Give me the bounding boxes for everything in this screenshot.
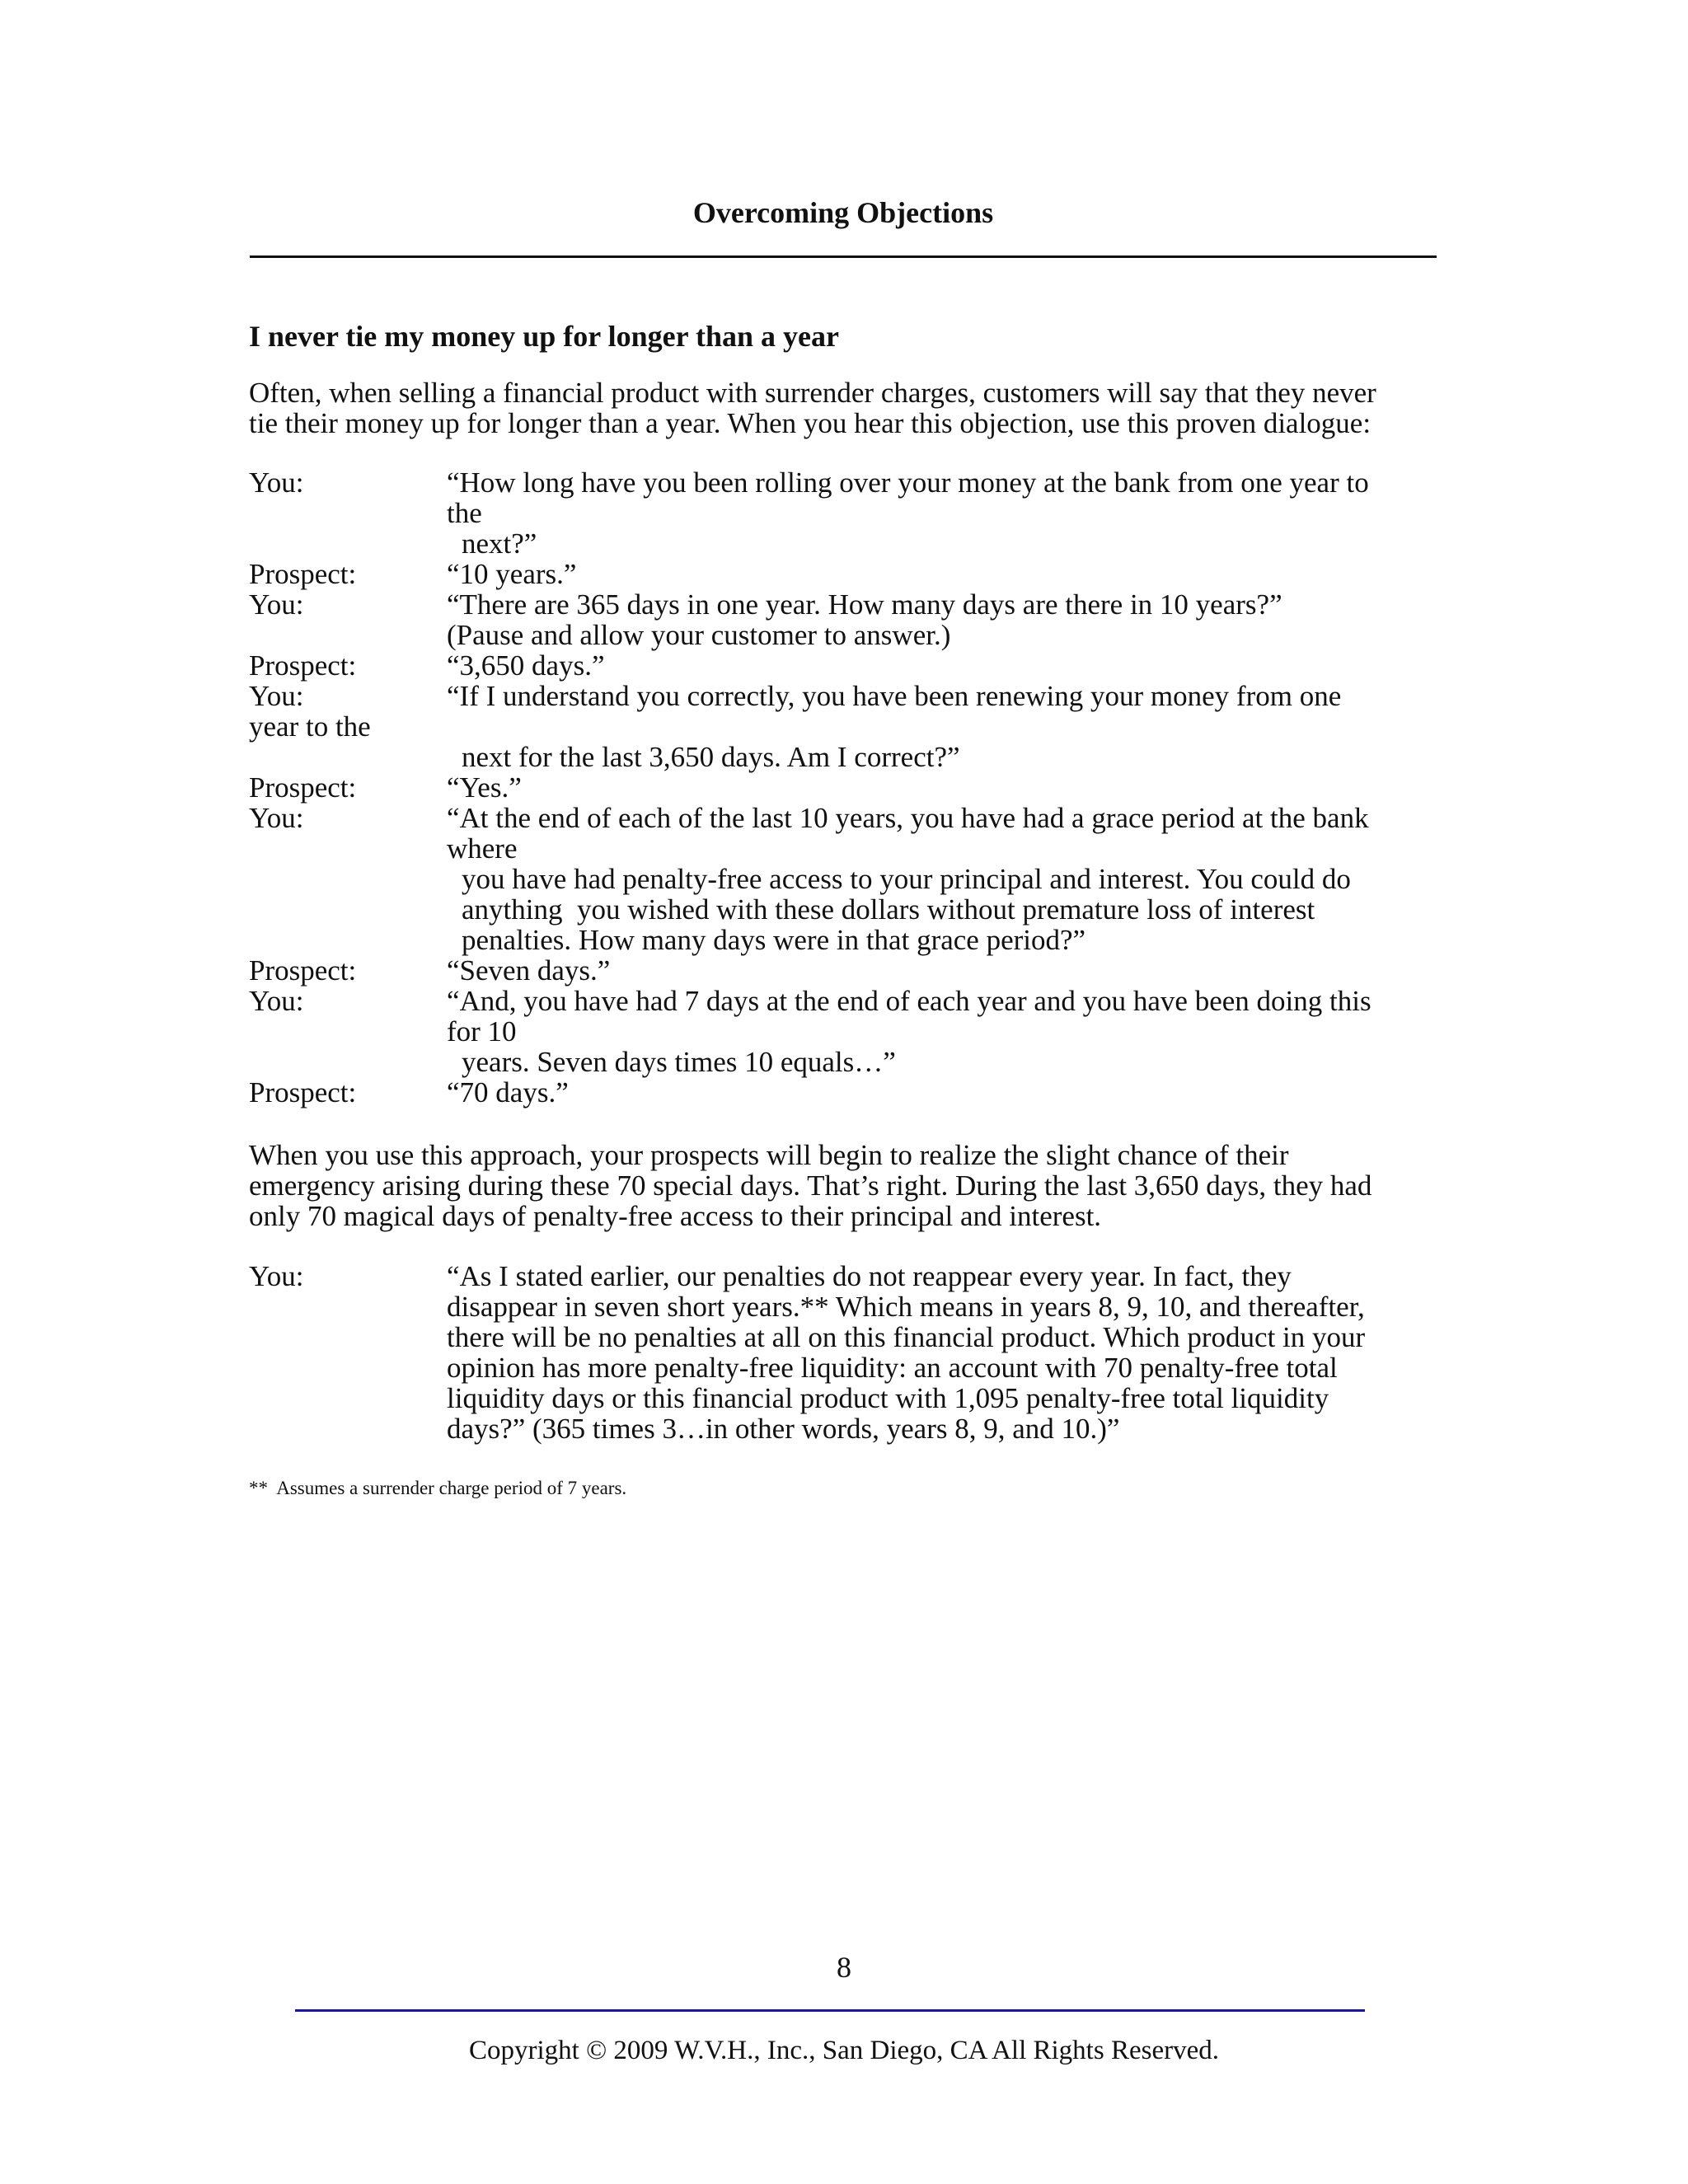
dialogue-line <box>249 1413 1469 1444</box>
dialogue-line <box>249 650 1469 681</box>
dialogue-text: “There are 365 days in one year. How many days are there in 10 years?” <box>447 588 1282 621</box>
dialogue-line <box>249 1322 1469 1352</box>
dialogue-text: days?” (365 times 3…in other words, years 8, 9, and 10.)” <box>447 1413 1120 1445</box>
intro-paragraph <box>249 377 1452 438</box>
summary-line: emergency arising during these 70 special days. That’s right. During the last 3,650 days, they had <box>249 1169 1372 1202</box>
dialogue-line <box>249 772 1469 803</box>
speaker-label: year to the <box>249 710 371 743</box>
dialogue-text: “Yes.” <box>447 771 522 804</box>
dialogue-line <box>249 620 1469 650</box>
dialogue-text: “How long have you been rolling over your money at the bank from one year to <box>447 466 1369 499</box>
speaker-label: Prospect: <box>249 649 357 682</box>
dialogue-line <box>249 955 1469 986</box>
speaker-label: Prospect: <box>249 771 357 804</box>
dialogue-line <box>249 986 1469 1016</box>
summary-paragraph <box>249 1140 1452 1231</box>
dialogue-line <box>249 1352 1469 1383</box>
dialogue-text: next?” <box>462 527 537 560</box>
summary-line: When you use this approach, your prospects will begin to realize the slight chance of their <box>249 1139 1289 1171</box>
dialogue-line <box>249 589 1469 620</box>
speaker-label: You: <box>249 588 304 621</box>
dialogue-line <box>249 711 1469 742</box>
dialogue-line <box>249 528 1469 559</box>
dialogue-line <box>249 1261 1469 1291</box>
dialogue-text: “As I stated earlier, our penalties do not reappear every year. In fact, they <box>447 1260 1292 1292</box>
page-header-title: Overcoming Objections <box>692 196 994 229</box>
dialogue-text: “And, you have had 7 days at the end of each year and you have been doing this <box>447 985 1372 1017</box>
closing-dialogue <box>249 1261 1469 1444</box>
footnote: ** Assumes a surrender charge period of 7 years. <box>249 1478 627 1498</box>
speaker-label: You: <box>249 802 304 834</box>
dialogue-line <box>249 1047 1469 1077</box>
dialogue-text: “At the end of each of the last 10 years, you have had a grace period at the bank <box>447 802 1369 834</box>
dialogue-text: “Seven days.” <box>447 954 611 987</box>
dialogue-text: (Pause and allow your customer to answer.) <box>447 619 951 651</box>
speaker-label: You: <box>249 1260 304 1292</box>
dialogue-line <box>249 742 1469 772</box>
dialogue-text: disappear in seven short years.** Which means in years 8, 9, 10, and thereafter, <box>447 1291 1365 1323</box>
intro-line: tie their money up for longer than a year. When you hear this objection, use this proven dialogue: <box>249 407 1372 439</box>
dialogue-line <box>249 1016 1469 1047</box>
intro-line: Often, when selling a financial product with surrender charges, customers will say that they never <box>249 377 1376 409</box>
dialogue-line <box>249 1077 1469 1108</box>
dialogue-text: “If I understand you correctly, you have been renewing your money from one <box>447 680 1342 712</box>
dialogue-line <box>249 467 1469 498</box>
dialogue-line <box>249 803 1469 833</box>
dialogue-line <box>249 864 1469 894</box>
dialogue-line <box>249 833 1469 864</box>
section-heading: I never tie my money up for longer than a year <box>249 320 839 353</box>
dialogue-text: “70 days.” <box>447 1076 569 1108</box>
dialogue-text: penalties. How many days were in that grace period?” <box>462 924 1086 956</box>
dialogue-line <box>249 1383 1469 1413</box>
speaker-label: Prospect: <box>249 558 357 590</box>
dialogue-line <box>249 681 1469 711</box>
dialogue-text: “10 years.” <box>447 558 577 590</box>
dialogue-text: next for the last 3,650 days. Am I correct?” <box>462 741 960 773</box>
speaker-label: You: <box>249 985 304 1017</box>
dialogue-line <box>249 894 1469 925</box>
dialogue-line <box>249 1291 1469 1322</box>
dialogue-text: “3,650 days.” <box>447 649 605 682</box>
dialogue-line <box>249 559 1469 589</box>
header-divider <box>250 255 1437 258</box>
dialogue-line <box>249 925 1469 955</box>
footer-divider <box>295 2009 1365 2012</box>
dialogue-text: there will be no penalties at all on this financial product. Which product in your <box>447 1321 1366 1353</box>
dialogue-text: years. Seven days times 10 equals…” <box>462 1046 896 1078</box>
dialogue-line <box>249 498 1469 528</box>
speaker-label: You: <box>249 680 304 712</box>
dialogue-text: where <box>447 832 518 865</box>
speaker-label: You: <box>249 466 304 499</box>
dialogue-text: opinion has more penalty-free liquidity: an account with 70 penalty-free total <box>447 1352 1338 1384</box>
speaker-label: Prospect: <box>249 954 357 987</box>
page-number: 8 <box>837 1951 851 1984</box>
dialogue-text: the <box>447 497 482 529</box>
dialogue-block <box>249 467 1469 1108</box>
dialogue-text: for 10 <box>447 1015 517 1047</box>
copyright-notice: Copyright © 2009 W.V.H., Inc., San Diego, CA All Rights Reserved. <box>469 2036 1219 2065</box>
dialogue-text: liquidity days or this financial product with 1,095 penalty-free total liquidity <box>447 1382 1329 1414</box>
dialogue-text: anything you wished with these dollars without premature loss of interest <box>462 893 1315 926</box>
speaker-label: Prospect: <box>249 1076 357 1108</box>
summary-line: only 70 magical days of penalty-free access to their principal and interest. <box>249 1200 1102 1232</box>
dialogue-text: you have had penalty-free access to your principal and interest. You could do <box>462 863 1351 895</box>
